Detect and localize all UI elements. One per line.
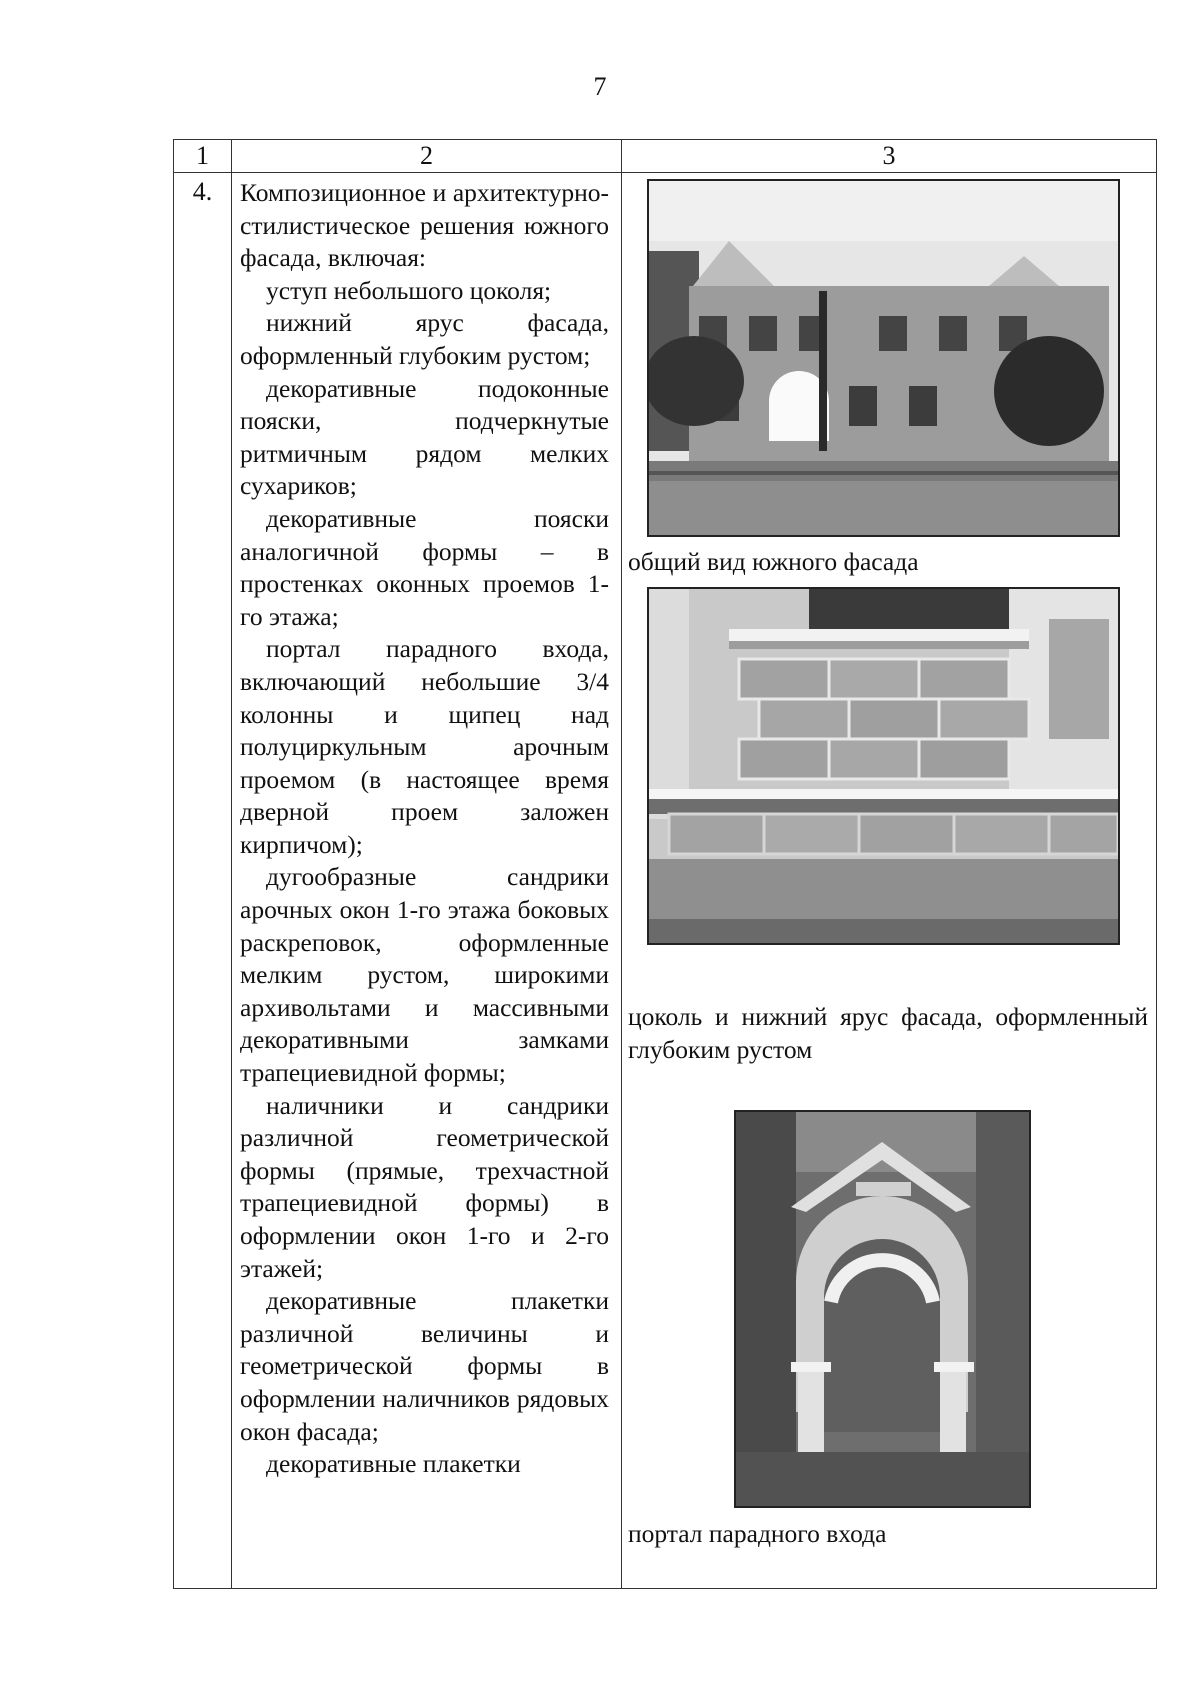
description-text [240, 177, 609, 1481]
table-row [174, 173, 1157, 1589]
entrance-portal-image [736, 1112, 1029, 1506]
heritage-table [173, 139, 1157, 1589]
photos-cell [622, 173, 1157, 1589]
description-paragraph: уступ небольшого цоколя; [266, 275, 552, 305]
description-paragraph: декоративные плакетки [266, 1449, 521, 1479]
photo-entrance-portal [734, 1110, 1031, 1508]
description-paragraph: Композиционное и архитектурно-стилистическое решения южного фасада, включая: [240, 178, 609, 273]
description-paragraph: декоративные пояски аналогичной формы – в простенках оконных проемов 1-го этажа; [240, 503, 609, 631]
description-paragraph: портал парадного входа, включающий небольшие 3/4 колонны и щипец над полуциркульным арочным проемом (в настоящее время дверной проем заложен кирпичом); [240, 634, 609, 859]
photo-caption-1: общий вид южного фасада [628, 547, 919, 576]
photo-rustication [647, 587, 1120, 945]
page-number: 7 [593, 72, 607, 101]
header-col-1: 1 [174, 140, 232, 173]
description-paragraph: декоративные плакетки различной величины и геометрической формы в оформлении наличников рядовых окон фасада; [240, 1286, 609, 1446]
photo-caption-2: цоколь и нижний ярус фасада, оформленный глубоким рустом [628, 1002, 1148, 1064]
table-header-row [174, 140, 1157, 173]
header-col-2: 2 [232, 140, 622, 173]
south-facade-image [649, 181, 1118, 535]
rustication-image [649, 589, 1118, 943]
header-col-3: 3 [622, 140, 1157, 173]
photo-caption-3: портал парадного входа [628, 1519, 887, 1548]
photo-south-facade [647, 179, 1120, 537]
description-paragraph: наличники и сандрики различной геометрической формы (прямые, трехчастной трапециевидной формы) в оформлении окон 1-го и 2-го этажей; [240, 1090, 609, 1283]
description-paragraph: дугообразные сандрики арочных окон 1-го этажа боковых раскреповок, оформленные мелким рустом, широкими архивольтами и массивными декоративными замками трапециевидной формы; [240, 862, 609, 1088]
row-number: 4. [174, 173, 232, 1589]
description-paragraph: нижний ярус фасада, оформленный глубоким рустом; [240, 308, 609, 370]
description-paragraph: декоративные подоконные пояски, подчеркнутые ритмичным рядом мелких сухариков; [240, 373, 609, 501]
description-cell [232, 173, 622, 1589]
